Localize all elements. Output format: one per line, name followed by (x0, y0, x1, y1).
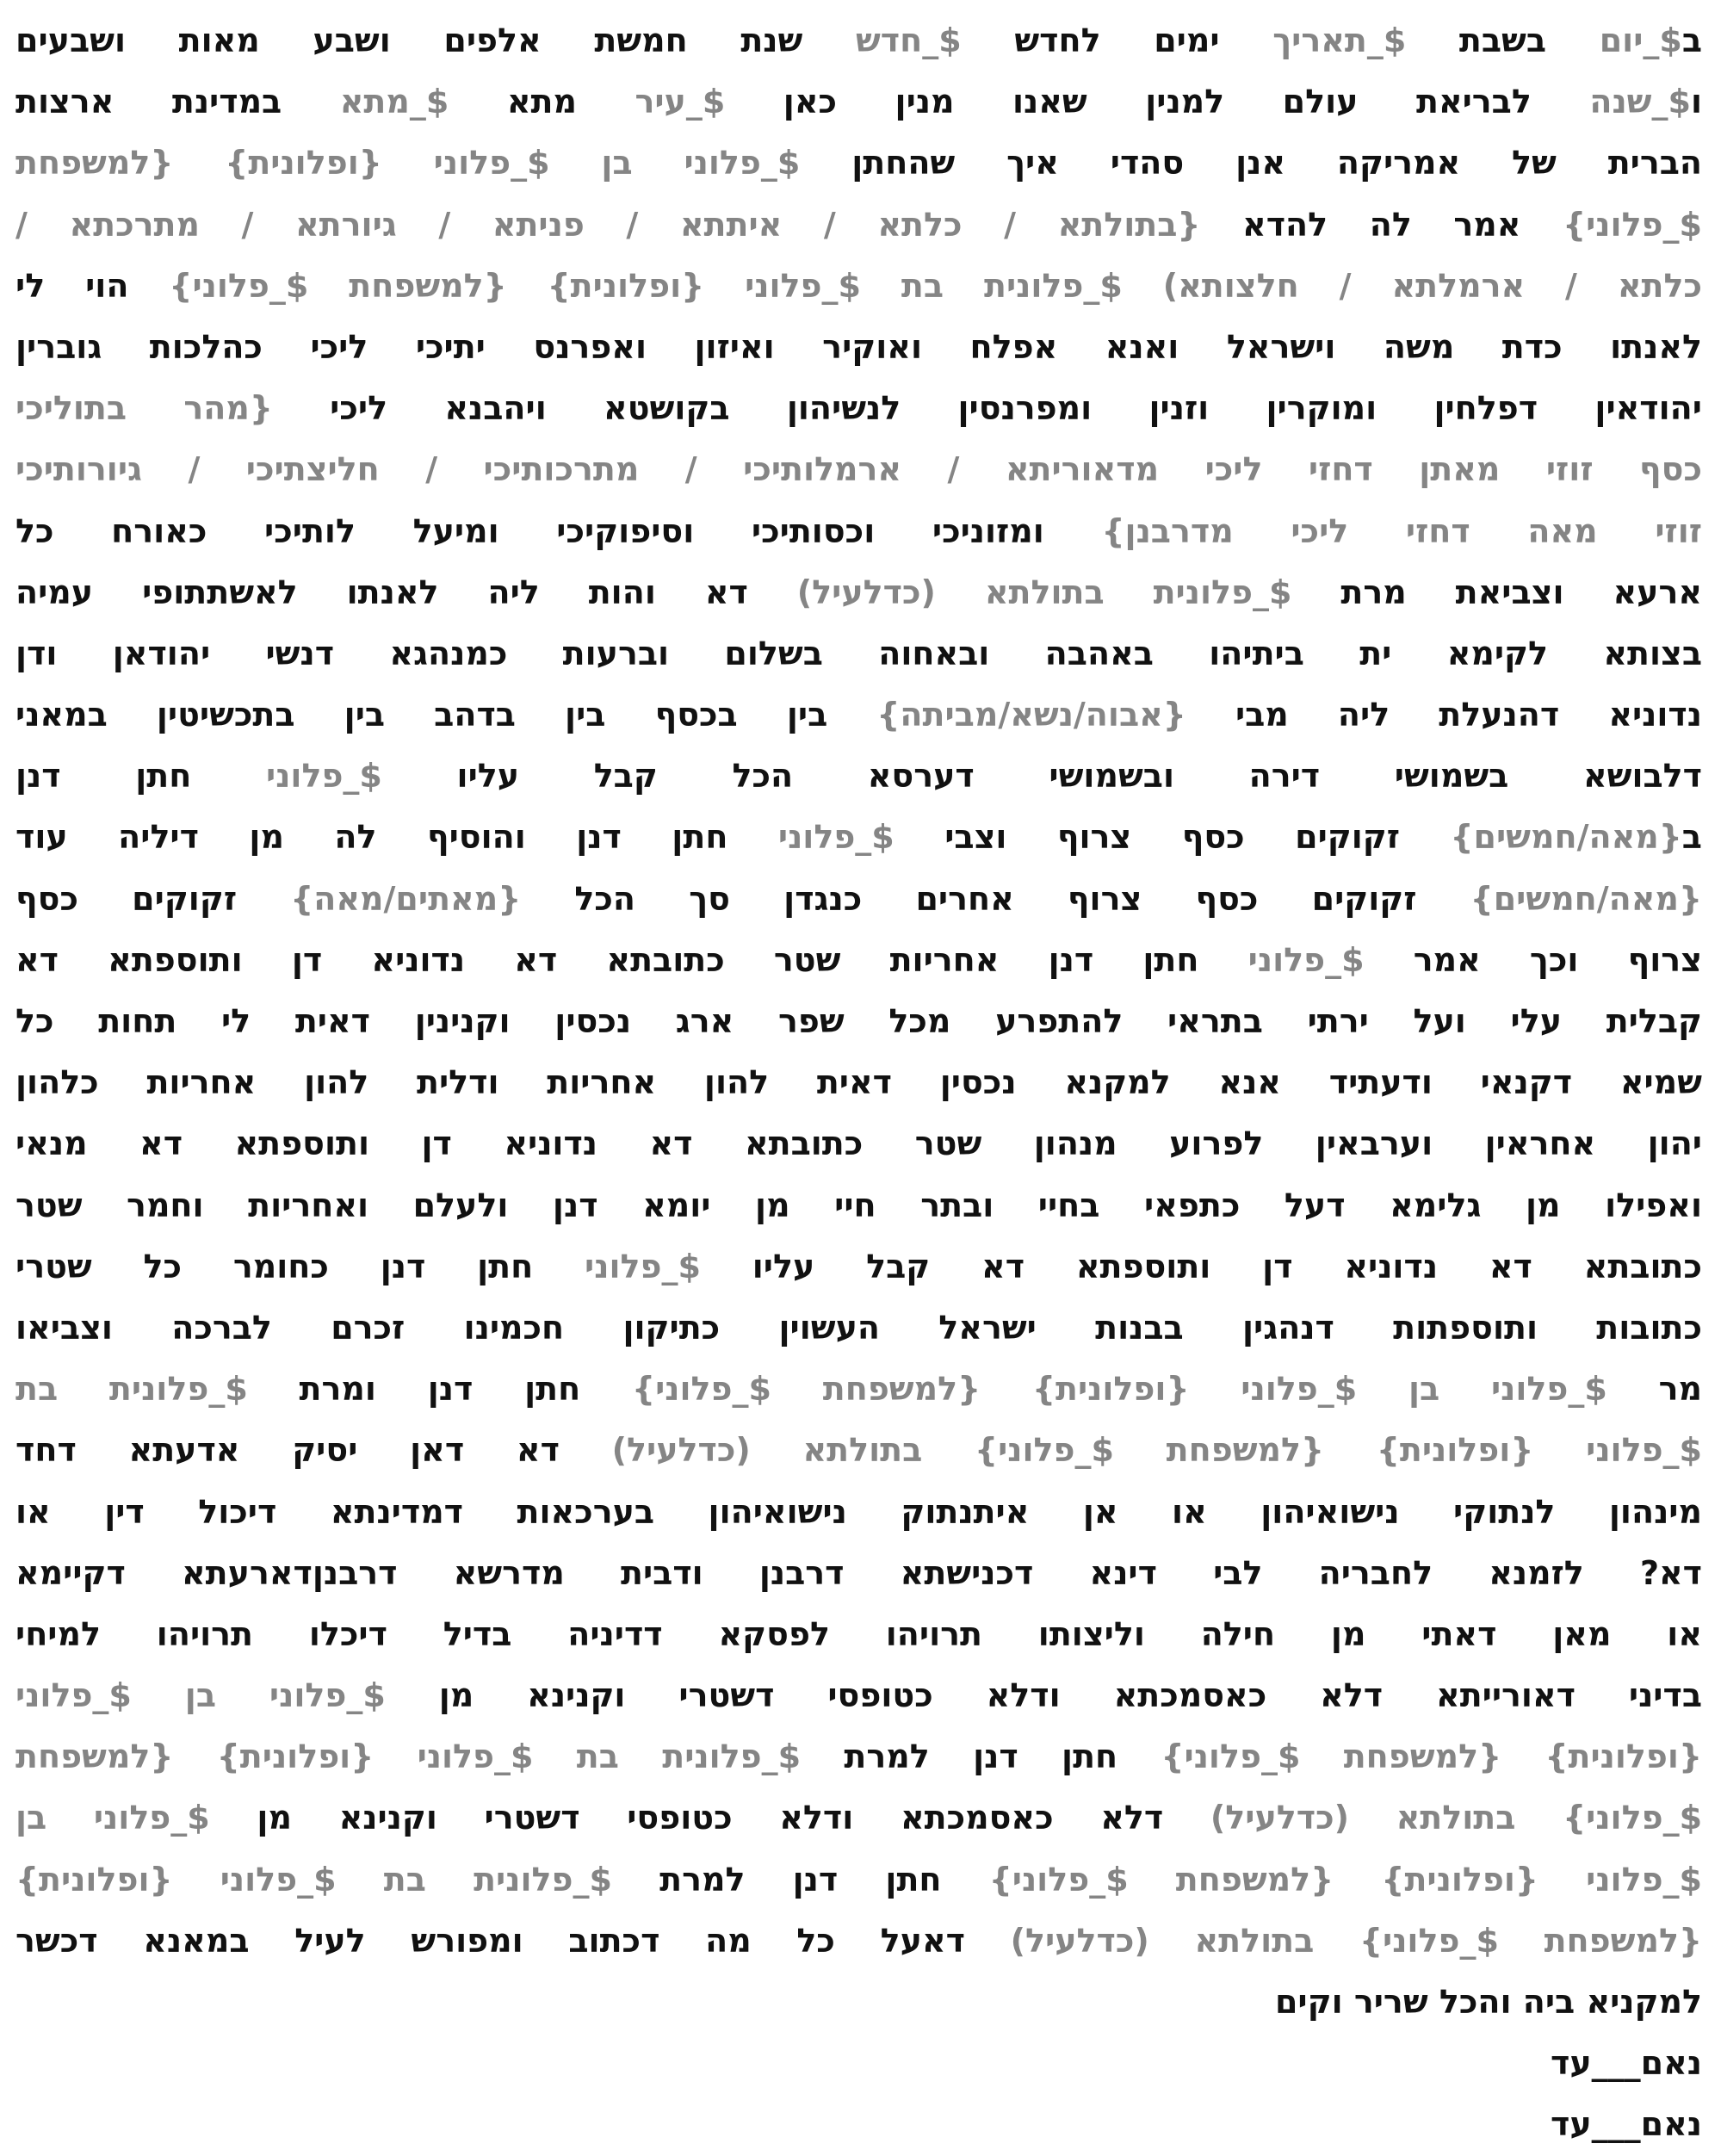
document-text: הוי לי (15, 266, 170, 305)
document-line (15, 378, 1702, 439)
template-placeholder: $_פלונית בת $_פלוני {ופלונית} {למשפחת (15, 1738, 802, 1776)
document-line (15, 1420, 1702, 1481)
document-text: מינהון לנתוקי נישואיהון או אן איתנתוק נישואיהון בערכאות דמדינתא דיכול דין או (15, 1492, 1702, 1531)
template-placeholder: {מאה/חמשים} (1450, 818, 1682, 857)
template-placeholder: $_חדש (855, 22, 962, 59)
document-text: כתובתא דא נדוניא דן ותוספתא דא קבל עליו (700, 1247, 1702, 1286)
document-text: דאעל כל מה דכתוב ומפורש לעיל במאנא דכשר (15, 1921, 1011, 1960)
document-text: חתן דנן למרת (611, 1860, 989, 1899)
document-line (15, 930, 1702, 991)
template-placeholder: {מאה/חמשים} (1470, 879, 1702, 918)
document-text: יהודאין דפלחין ומוקרין וזנין ומפרנסין לנשיהון בקושטא ויהבנא ליכי (272, 389, 1702, 428)
template-placeholder: $_פלוני (585, 1247, 701, 1286)
document-line (15, 1543, 1702, 1604)
document-line (15, 439, 1702, 500)
document-text: חתן דנן ומרת (247, 1370, 633, 1409)
document-line (15, 1359, 1702, 1420)
document-line (15, 562, 1702, 623)
document-text: מתא (449, 83, 635, 121)
template-placeholder: $_שנה (1589, 83, 1691, 121)
document-text: חתן דנן אחריות שטר כתובתא דא נדוניא דן ותוספתא דא (15, 940, 1248, 979)
template-placeholder: $_מתא (339, 83, 449, 121)
document-text: דא דאן יסיק אדעתא דחד (15, 1431, 612, 1470)
template-placeholder: $_פלוני בן $_פלוני {ופלונית} {למשפחת (15, 144, 801, 183)
document-line (15, 685, 1702, 746)
document-text: שנת חמשת אלפים ושבע מאות ושבעים (15, 22, 856, 59)
template-placeholder: כלתא / ארמלתא / חלצותא) $_פלונית בת $_פלוני {ופלונית} {למשפחת $_פלוני} (169, 266, 1703, 305)
document-text: מר (1606, 1370, 1703, 1409)
template-placeholder: $_תאריך (1272, 22, 1407, 59)
document-text: בדיני דאורייתא דלא כאסמכתא ודלא כטופסי דשטרי וקנינא מן (385, 1676, 1702, 1715)
document-text: דלא כאסמכתא ודלא כטופסי דשטרי וקנינא מן (209, 1799, 1210, 1837)
template-placeholder: $_פלוני בן $_פלוני {ופלונית} {למשפחת $_פלוני} (632, 1370, 1607, 1409)
template-placeholder: $_עיר (635, 83, 726, 121)
document-text: חתן דנן (15, 757, 266, 796)
document-line (15, 10, 1702, 71)
template-placeholder: $_פלוני (777, 818, 895, 857)
document-line (15, 256, 1702, 317)
document-text: למקניא ביה והכל שריר וקים (1274, 1983, 1702, 2021)
document-line (15, 133, 1702, 194)
template-placeholder: {בתולתא / כלתא / איתתא / פניתא / גיורתא / מתרכתא / (15, 205, 1201, 244)
template-placeholder: {ופלונית} {למשפחת $_פלוני} (1161, 1738, 1703, 1776)
document-text: קבלית עלי ועל ירתי בתראי להתפרע מכל שפר ארג נכסין וקנינין דאית לי תחות כל (15, 1002, 1702, 1040)
template-placeholder: {מהר בתוליכי (15, 389, 273, 428)
template-placeholder: $_פלוני (1247, 940, 1365, 979)
document-text: זקוקים כסף (15, 879, 291, 918)
document-text: יהון אחראין וערבאין לפרוע מנהון שטר כתובתא דא נדוניא דן ותוספתא דא מנאי (15, 1124, 1702, 1163)
document-line (15, 746, 1702, 807)
document-text: לבריאת עולם למנין שאנו מנין כאן (725, 83, 1590, 121)
document-line (15, 1665, 1702, 1726)
template-placeholder: $_פלוני {ופלונית} {למשפחת $_פלוני} (988, 1860, 1703, 1899)
template-placeholder: $_יום (1599, 22, 1682, 59)
template-placeholder: כסף זוזי מאתן דחזי ליכי מדאוריתא / ארמלותיכי / מתרכותיכי / חליצתיכי / גיורותיכי (15, 450, 1702, 489)
document-line (15, 1113, 1702, 1174)
template-placeholder: $_פלונית בת $_פלוני {ופלונית} (15, 1860, 612, 1899)
document-text: בצותא לקימא ית ביתיהו באהבה ובאחוה בשלום וברעות כמנהגא דנשי יהודאן ודן (15, 634, 1702, 672)
document-text: חתן דנן כחומר כל שטרי (15, 1247, 585, 1286)
document-text: ו (1690, 83, 1702, 121)
document-line (15, 1298, 1702, 1359)
document-line (15, 317, 1702, 378)
template-placeholder: זוזי מאה דחזי ליכי מדרבנן} (1101, 511, 1703, 550)
document-text: במדינת ארצות (15, 83, 340, 121)
template-placeholder: {מאתים/מאה} (290, 879, 522, 918)
template-placeholder: $_פלוני בן (15, 1799, 210, 1837)
document-line (15, 1849, 1702, 1911)
document-text: כתובות ותוספתות דנהגין בבנות ישראל העשוין כתיקון חכמינו זכרם לברכה וצביאו (15, 1308, 1702, 1347)
document-text: דא? לזמנא לחבריה לבי דינא דכנישתא דרבנן ודבית מדרשא דרבנןדארעתא דקיימא (15, 1553, 1702, 1592)
document-line (15, 991, 1702, 1052)
template-placeholder: $_פלוני} (1563, 205, 1702, 244)
document-text: ומזוניכי וכסותיכי וסיפוקיכי ומיעל לותיכי כאורח כל (15, 511, 1102, 550)
document-line (15, 1726, 1702, 1787)
document-line (15, 1482, 1702, 1543)
document-text: בין בכסף בין בדהב בין בתכשיטין במאני (15, 696, 877, 734)
document-line (15, 1052, 1702, 1113)
template-placeholder: $_פלוני} בתולתא (כדלעיל) (1210, 1799, 1703, 1837)
document-text: ב (1681, 22, 1703, 59)
document-line (15, 807, 1702, 868)
document-line (15, 1911, 1702, 1972)
document-line (15, 195, 1702, 256)
document-line (15, 623, 1702, 685)
document-text: לאנתו כדת משה וישראל ואנא אפלח ואוקיר ואיזון ואפרנס יתיכי ליכי כהלכות גוברין (15, 327, 1702, 366)
document-line (15, 869, 1702, 930)
template-placeholder: {אבוה/נשא/מביתה} (876, 696, 1186, 734)
document-line (15, 501, 1702, 562)
document-text: חתן דנן והוסיף לה מן דיליה עוד (15, 818, 778, 857)
document-body (15, 10, 1702, 2033)
document-line (15, 1972, 1702, 2033)
document-text: אמר לה להדא (1200, 205, 1563, 244)
document-text: ארעא וצביאת מרת (1291, 573, 1702, 611)
document-line (15, 1175, 1702, 1236)
document-text: בשבת (1406, 22, 1600, 59)
document-line (15, 1787, 1702, 1849)
document-text: נדוניא דהנעלת ליה מבי (1186, 696, 1702, 734)
document-text: ימים לחדש (961, 22, 1273, 59)
template-placeholder: {למשפחת $_פלוני} בתולתא (כדלעיל) (1010, 1921, 1703, 1960)
document-line (15, 1604, 1702, 1665)
document-line (15, 1236, 1702, 1298)
document-text: ב (1681, 818, 1702, 857)
document-text: זקוקים כסף צרוף וצבי (894, 818, 1451, 857)
document-text: דא והות ליה לאנתו לאשתתופי עמיה (15, 573, 797, 611)
document-text: צרוף וכך אמר (1364, 940, 1702, 979)
document-text: או מאן דאתי מן חילה וליצותו תרויהו לפסקא דדיניה בדיל דיכלו תרויהו למיחי (15, 1614, 1702, 1653)
document-text: דלבושא בשמושי דירה ובשמושי דערסא הכל קבל עליו (381, 757, 1702, 796)
template-placeholder: $_פלוני בן $_פלוני (15, 1676, 386, 1715)
document-text: שמיא דקנאי ודעתיד אנא למקנא נכסין דאית להון אחריות ודלית להון אחריות כלהון (15, 1063, 1702, 1102)
witness-signature-line-1: נאם___עד (1551, 2044, 1702, 2083)
document-line (15, 71, 1702, 133)
template-placeholder: $_פלונית בת (15, 1370, 248, 1409)
template-placeholder: $_פלוני (266, 757, 382, 796)
document-text: חתן דנן למרת (801, 1738, 1161, 1776)
document-text: ואפילו מן גלימא דעל כתפאי בחיי ובתר חיי מן יומא דנן ולעלם ואחריות וחמר שטר (15, 1186, 1702, 1224)
witness-signature-line-2: נאם___עד (1551, 2105, 1702, 2144)
document-text: הברית של אמריקה אנן סהדי איך שהחתן (800, 144, 1703, 183)
document-text: זקוקים כסף צרוף אחרים כנגדן סך הכל (521, 879, 1470, 918)
template-placeholder: $_פלונית בתולתא (כדלעיל) (796, 573, 1292, 611)
template-placeholder: $_פלוני {ופלונית} {למשפחת $_פלוני} בתולתא (כדלעיל) (611, 1431, 1702, 1470)
